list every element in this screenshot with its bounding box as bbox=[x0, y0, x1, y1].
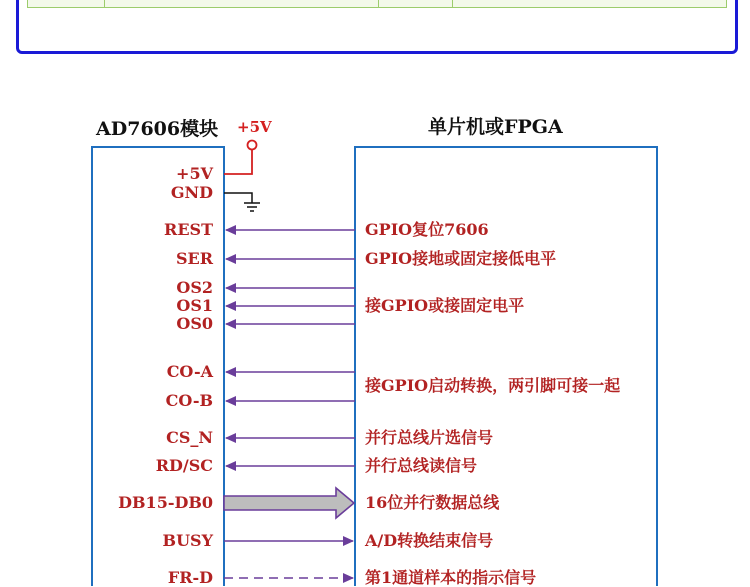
pin-cs: CS_N bbox=[166, 428, 213, 447]
desc-db: 16位并行数据总线 bbox=[365, 493, 500, 512]
supply-label: +5V bbox=[237, 118, 272, 136]
desc-frd: 第1通道样本的指示信号 bbox=[365, 568, 537, 587]
pin-os2: OS2 bbox=[176, 278, 213, 297]
signal-arrows bbox=[224, 230, 355, 578]
data-bus-arrow bbox=[224, 488, 354, 518]
desc-busy: A/D转换结束信号 bbox=[365, 531, 494, 550]
pin-os1: OS1 bbox=[176, 296, 213, 315]
supply-terminal-icon bbox=[248, 141, 257, 150]
supply-connection bbox=[224, 141, 257, 175]
pin-cob: CO-B bbox=[165, 391, 213, 410]
host-mcu-box bbox=[355, 147, 657, 586]
pin-vcc: +5V bbox=[176, 164, 213, 183]
pin-db: DB15-DB0 bbox=[118, 493, 213, 512]
desc-rest: GPIO复位7606 bbox=[365, 220, 489, 239]
pin-coa: CO-A bbox=[166, 362, 213, 381]
desc-ser: GPIO接地或固定接低电平 bbox=[365, 249, 557, 268]
pin-frd: FR-D bbox=[167, 568, 213, 587]
pin-ser: SER bbox=[175, 249, 213, 268]
desc-os: 接GPIO或接固定电平 bbox=[365, 296, 525, 315]
pin-rdsc: RD/SC bbox=[155, 456, 213, 475]
ground-connection bbox=[224, 193, 260, 211]
pin-busy: BUSY bbox=[162, 531, 213, 550]
desc-rdsc: 并行总线读信号 bbox=[365, 456, 478, 475]
pin-os0: OS0 bbox=[176, 314, 213, 333]
ground-symbol-icon bbox=[244, 203, 260, 211]
pin-gnd: GND bbox=[170, 183, 213, 202]
pin-rest: REST bbox=[164, 220, 213, 239]
desc-co: 接GPIO启动转换，两引脚可接一起 bbox=[365, 376, 621, 395]
host-title: 单片机或FPGA bbox=[428, 116, 563, 138]
desc-cs: 并行总线片选信号 bbox=[365, 428, 494, 447]
module-title: AD7606模块 bbox=[96, 118, 219, 140]
